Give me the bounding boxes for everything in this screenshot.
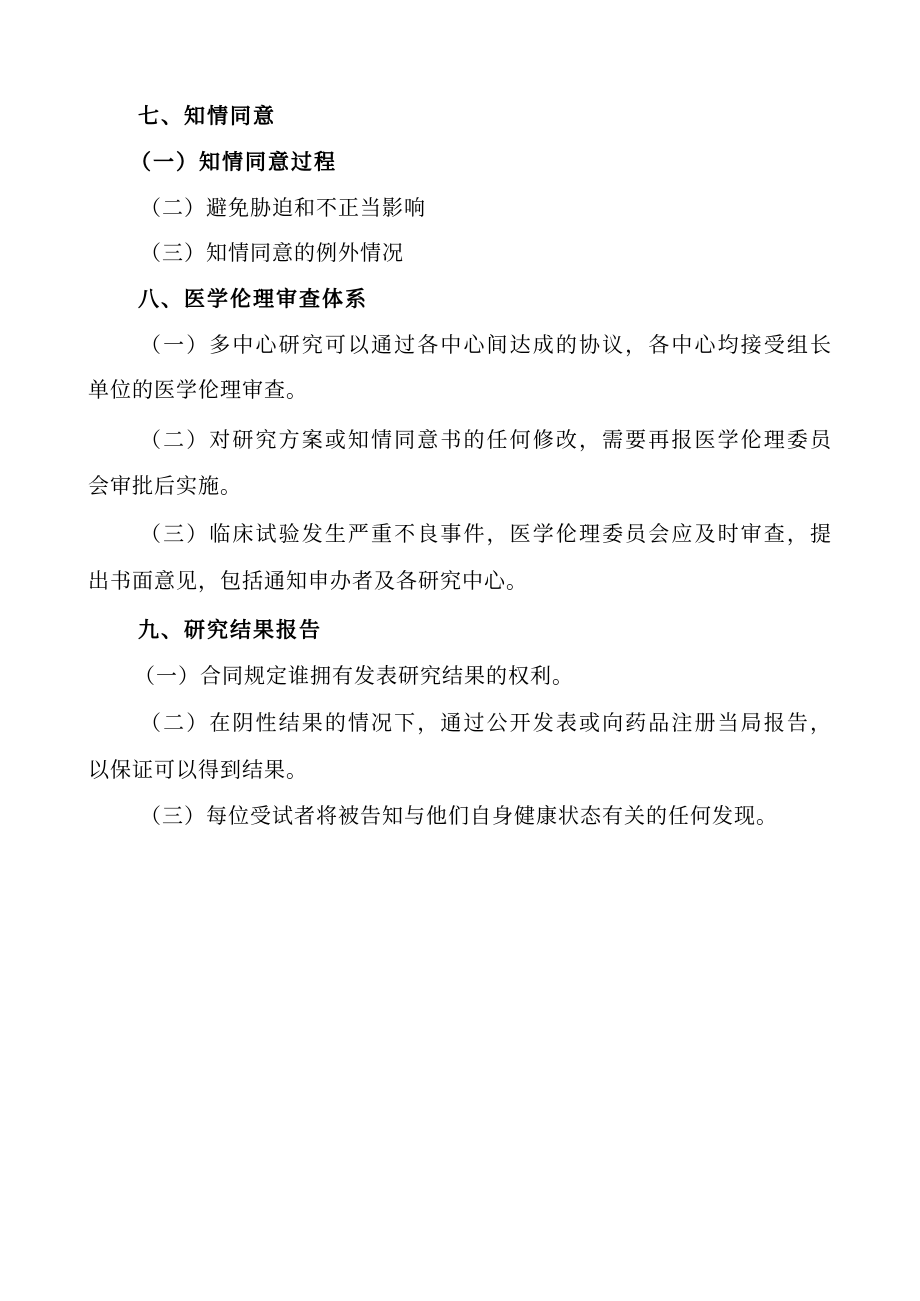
section-8-item-2-line-1: （二）对研究方案或知情同意书的任何修改，需要再报医学伦理委员 bbox=[140, 428, 832, 452]
section-8-item-3-line-2: 出书面意见，包括通知申办者及各研究中心。 bbox=[88, 569, 528, 593]
section-heading-7: 七、知情同意 bbox=[138, 104, 276, 128]
section-7-item-3: （三）知情同意的例外情况 bbox=[140, 241, 404, 265]
section-8-item-1-line-1: （一）多中心研究可以通过各中心间达成的协议，各中心均接受组长 bbox=[140, 333, 832, 357]
section-7-item-1: （一）知情同意过程 bbox=[130, 150, 337, 174]
section-9-item-3: （三）每位受试者将被告知与他们自身健康状态有关的任何发现。 bbox=[140, 804, 778, 828]
section-7-item-2: （二）避免胁迫和不正当影响 bbox=[140, 196, 426, 220]
section-8-item-3-line-1: （三）临床试验发生严重不良事件，医学伦理委员会应及时审查，提 bbox=[140, 522, 832, 546]
section-heading-8: 八、医学伦理审查体系 bbox=[138, 287, 368, 311]
section-8-item-2-line-2: 会审批后实施。 bbox=[88, 474, 242, 498]
section-9-item-1: （一）合同规定谁拥有发表研究结果的权利。 bbox=[134, 664, 574, 688]
section-heading-9: 九、研究结果报告 bbox=[138, 618, 322, 642]
section-8-item-1-line-2: 单位的医学伦理审查。 bbox=[88, 378, 308, 402]
section-9-item-2-line-1: （二）在阴性结果的情况下，通过公开发表或向药品注册当局报告， bbox=[140, 711, 832, 735]
section-9-item-2-line-2: 以保证可以得到结果。 bbox=[88, 758, 308, 782]
